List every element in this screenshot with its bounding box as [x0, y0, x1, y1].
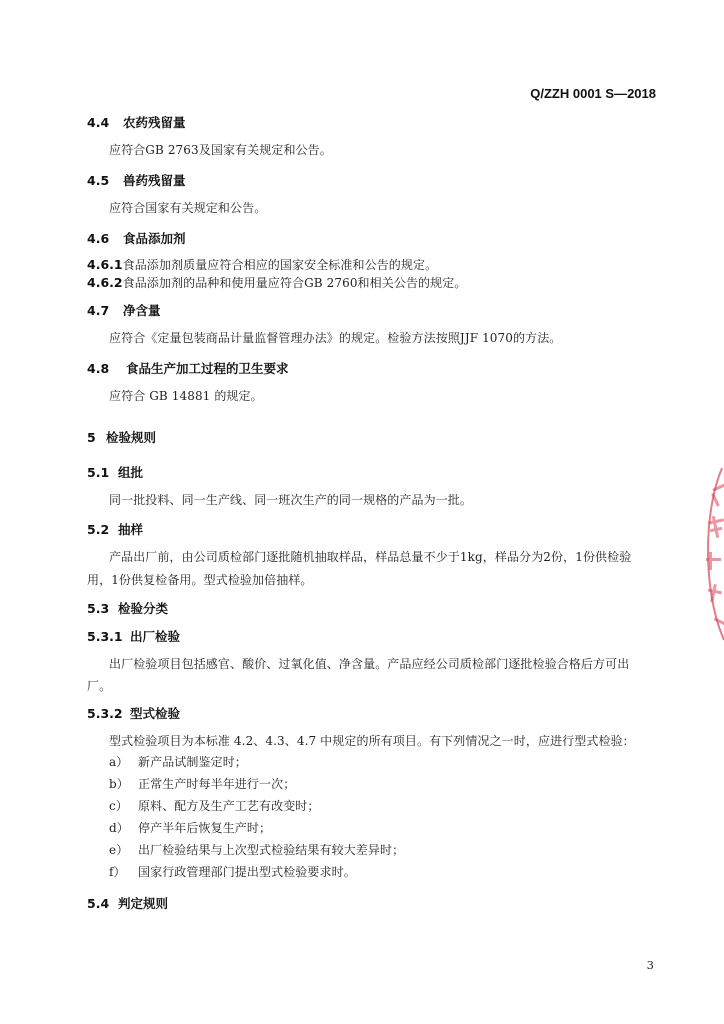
heading-5-2: [87, 520, 143, 538]
paragraph-5-3-2: 型式检验项目为本标准 4.2、4.3、4.7 中规定的所有项目。有下列情况之一时，应进行型式检验：: [109, 734, 635, 748]
list-marker: f）: [109, 865, 126, 879]
list-marker: b）: [109, 777, 129, 791]
heading-5-4: [87, 894, 168, 912]
clause-number: 4.6.2: [87, 275, 123, 290]
clause-text: 食品添加剂的品种和使用量应符合GB 2760和相关公告的规定。: [122, 276, 467, 290]
list-item-f: [109, 863, 356, 880]
heading-4-7: [87, 301, 161, 319]
seal-stamp-partial: [700, 460, 724, 650]
paragraph-5-3-1-line-1: 出厂检验项目包括感官、酸价、过氧化值、净含量。产品应经公司质检部门逐批检验合格后方可出: [109, 657, 630, 671]
section-number: 5.3: [87, 601, 110, 616]
section-title: 净含量: [123, 303, 161, 318]
standard-code: Q/ZZH 0001 S—2018: [530, 86, 656, 101]
list-text: 新产品试制鉴定时；: [138, 755, 247, 769]
list-item-e: [109, 841, 404, 858]
section-title: 出厂检验: [130, 629, 181, 644]
section-number: 4.4: [87, 115, 110, 130]
list-item-a: [109, 753, 247, 770]
paragraph-5-2-line-2: 用，1份供复检备用。型式检验加倍抽样。: [87, 573, 313, 587]
list-marker: a）: [109, 755, 129, 769]
section-title: 型式检验: [130, 706, 181, 721]
page-number: 3: [646, 958, 654, 972]
clause-4-6-1: [87, 254, 437, 273]
list-item-b: [109, 775, 295, 792]
list-text: 国家行政管理部门提出型式检验要求时。: [138, 865, 356, 879]
list-item-c: [109, 797, 320, 814]
heading-5-3: [87, 599, 168, 617]
section-number: 5: [87, 430, 96, 445]
heading-4-8: [87, 359, 289, 377]
paragraph-5-1: 同一批投料、同一生产线、同一班次生产的同一规格的产品为一批。: [109, 493, 473, 507]
heading-4-6: [87, 229, 186, 247]
list-marker: d）: [109, 821, 129, 835]
clause-text: 食品添加剂质量应符合相应的国家安全标准和公告的规定。: [122, 258, 438, 272]
list-text: 正常生产时每半年进行一次；: [138, 777, 296, 791]
section-title: 检验分类: [118, 601, 169, 616]
section-title: 食品添加剂: [123, 231, 186, 246]
heading-4-4: [87, 113, 186, 131]
list-marker: c）: [109, 799, 128, 813]
section-number: 4.5: [87, 173, 110, 188]
section-number: 5.2: [87, 522, 110, 537]
paragraph-4-8: 应符合 GB 14881 的规定。: [109, 389, 263, 403]
section-title: 判定规则: [118, 896, 169, 911]
section-title: 农药残留量: [123, 115, 186, 130]
section-title: 食品生产加工过程的卫生要求: [126, 361, 289, 376]
heading-5-3-1: [87, 627, 180, 645]
list-item-d: [109, 819, 271, 836]
section-number: 4.7: [87, 303, 110, 318]
clause-number: 4.6.1: [87, 257, 123, 272]
section-number: 4.6: [87, 231, 110, 246]
list-marker: e）: [109, 843, 129, 857]
list-text: 停产半年后恢复生产时；: [138, 821, 272, 835]
heading-4-5: [87, 171, 186, 189]
paragraph-4-7: 应符合《定量包装商品计量监督管理办法》的规定。检验方法按照JJF 1070的方法。: [109, 331, 562, 345]
heading-5: [87, 428, 156, 446]
section-number: 4.8: [87, 361, 110, 376]
section-title: 组批: [118, 465, 144, 480]
section-number: 5.1: [87, 465, 110, 480]
section-title: 兽药残留量: [123, 173, 186, 188]
section-number: 5.3.2: [87, 706, 123, 721]
heading-5-3-2: [87, 704, 180, 722]
paragraph-4-4: 应符合GB 2763及国家有关规定和公告。: [109, 143, 332, 157]
list-text: 出厂检验结果与上次型式检验结果有较大差异时；: [138, 843, 405, 857]
section-title: 抽样: [118, 522, 144, 537]
section-title: 检验规则: [106, 430, 157, 445]
list-text: 原料、配方及生产工艺有改变时；: [138, 799, 320, 813]
heading-5-1: [87, 463, 143, 481]
paragraph-5-3-1-line-2: 厂。: [87, 679, 112, 693]
section-number: 5.3.1: [87, 629, 123, 644]
paragraph-4-5: 应符合国家有关规定和公告。: [109, 201, 267, 215]
section-number: 5.4: [87, 896, 110, 911]
paragraph-5-2-line-1: 产品出厂前，由公司质检部门逐批随机抽取样品，样品总量不少于1kg，样品分为2份，1份供检验: [109, 550, 632, 564]
clause-4-6-2: [87, 272, 466, 291]
